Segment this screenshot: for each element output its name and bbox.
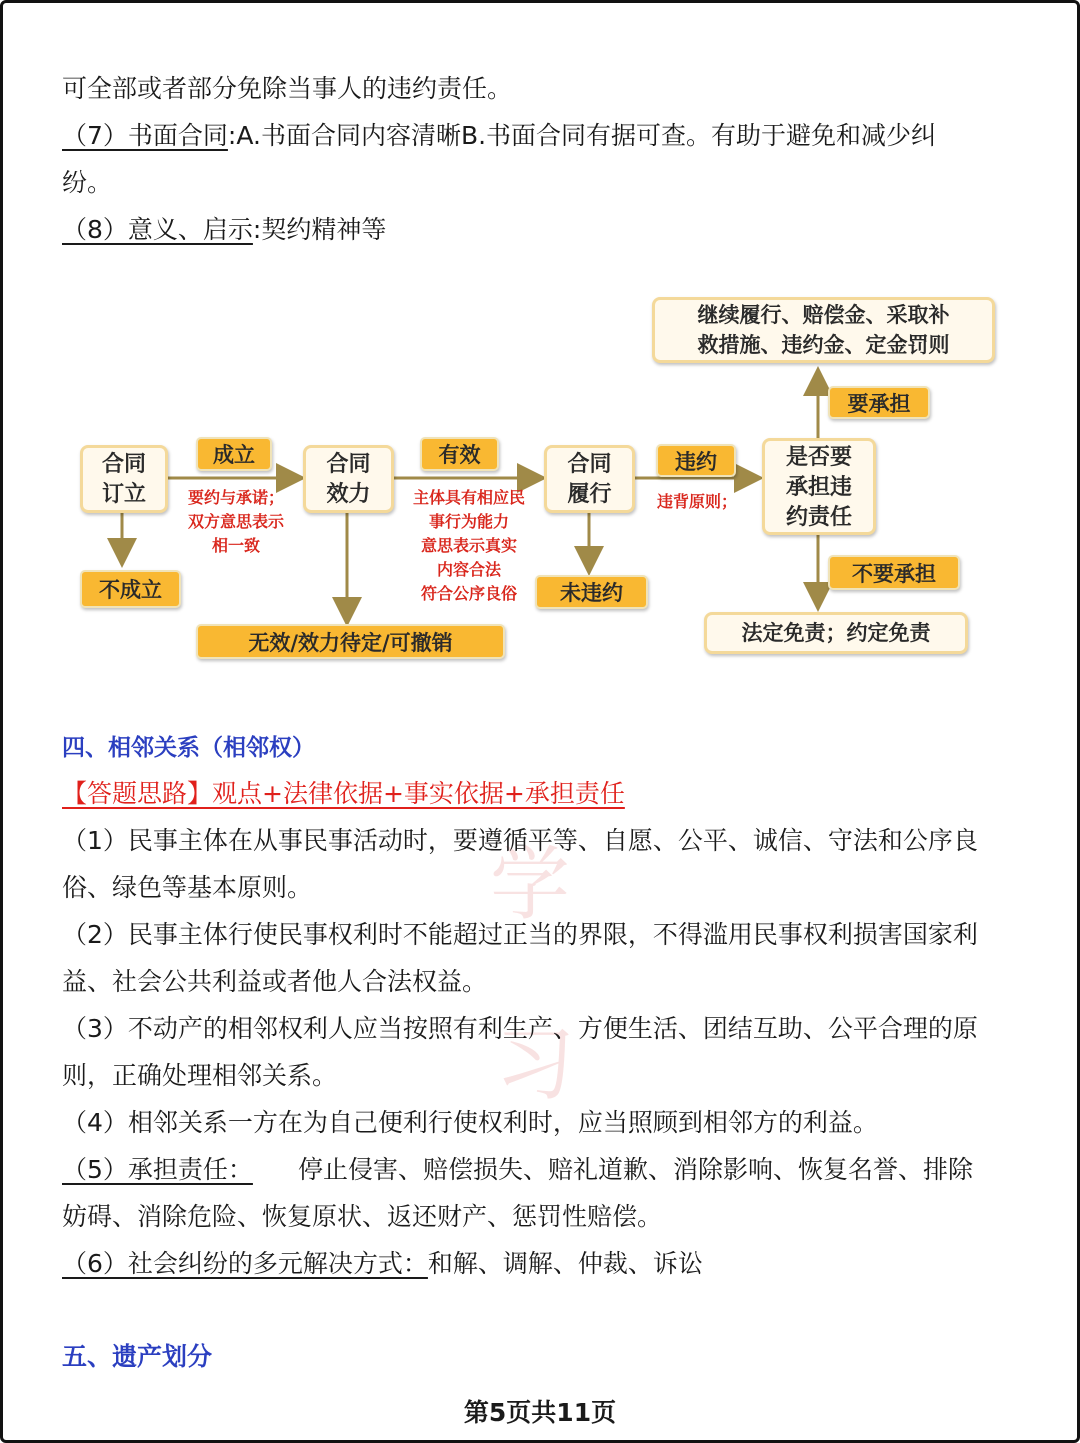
box-liability-question: 是否要 承担违 约责任 [762, 438, 876, 535]
tag-must-bear: 要承担 [828, 386, 930, 419]
point-3: （3）不动产的相邻权利人应当按照有利生产、方便生活、团结互助、公平合理的原 [62, 1014, 978, 1043]
box-remedies: 继续履行、赔偿金、采取补 救措施、违约金、定金罚则 [652, 297, 995, 363]
point-2-cont: 益、社会公共利益或者他人合法权益。 [62, 967, 488, 996]
tag-invalid: 无效/效力待定/可撤销 [196, 624, 505, 659]
note-offer-acceptance: 要约与承诺； 双方意思表示 相一致 [187, 488, 284, 555]
section-4-heading: 四、相邻关系（相邻权） [62, 735, 315, 761]
point-7 [62, 119, 936, 153]
text-line: 可全部或者部分免除当事人的违约责任。 [62, 74, 513, 103]
note-violate-principle: 违背原则； [656, 492, 737, 511]
point-5 [62, 1153, 973, 1187]
point-8 [62, 213, 386, 247]
note-validity-conditions: 主体具有相应民 事行为能力 意思表示真实 内容合法 符合公序良俗 [412, 488, 525, 603]
tag-valid: 有效 [420, 437, 499, 471]
tag-not-bear: 不要承担 [828, 555, 960, 590]
point-8-label: （8）意义、启示 [62, 215, 253, 244]
box-contract-perform: 合同 履行 [544, 445, 635, 513]
point-2: （2）民事主体行使民事权利时不能超过正当的界限，不得滥用民事权利损害国家利 [62, 920, 978, 949]
point-6-text: 和解、调解、仲裁、诉讼 [427, 1249, 703, 1278]
page-number: 第5页共11页 [463, 1398, 617, 1427]
point-3-cont: 则，正确处理相邻关系。 [62, 1061, 338, 1090]
watermark-char-2: 习 [495, 1018, 575, 1111]
point-6 [62, 1247, 703, 1281]
point-5-text: 停止侵害、赔偿损失、赔礼道歉、消除影响、恢复名誉、排除 [298, 1155, 974, 1184]
answer-approach: 【答题思路】观点+法律依据+事实依据+承担责任 [62, 779, 625, 808]
point-7-text: :A.书面合同内容清晰B.书面合同有据可查。有助于避免和减少纠 [227, 121, 937, 150]
point-6-label: （6）社会纠纷的多元解决方式： [62, 1249, 428, 1278]
point-5-label: （5）承担责任： [62, 1155, 253, 1184]
point-5-cont: 妨碍、消除危险、恢复原状、返还财产、惩罚性赔偿。 [62, 1202, 663, 1231]
point-1-cont: 俗、绿色等基本原则。 [62, 873, 313, 902]
tag-not-established: 不成立 [80, 570, 181, 608]
watermark-char-1: 学 [490, 838, 570, 931]
point-4: （4）相邻关系一方在为自己便利行使权利时，应当照顾到相邻方的利益。 [62, 1108, 878, 1137]
text-line: 纷。 [62, 168, 113, 197]
box-contract-effect: 合同 效力 [303, 445, 394, 513]
tag-no-breach: 未违约 [535, 575, 648, 609]
box-contract-made: 合同 订立 [80, 445, 168, 513]
point-1: （1）民事主体在从事民事活动时，要遵循平等、自愿、公平、诚信、守法和公序良 [62, 826, 978, 855]
point-7-label: （7）书面合同 [62, 121, 228, 150]
section-5-heading: 五、遗产划分 [62, 1342, 213, 1371]
point-8-text: :契约精神等 [252, 215, 387, 244]
box-exemption: 法定免责；约定免责 [704, 612, 968, 654]
tag-established: 成立 [196, 437, 272, 471]
tag-breach: 违约 [656, 444, 736, 477]
